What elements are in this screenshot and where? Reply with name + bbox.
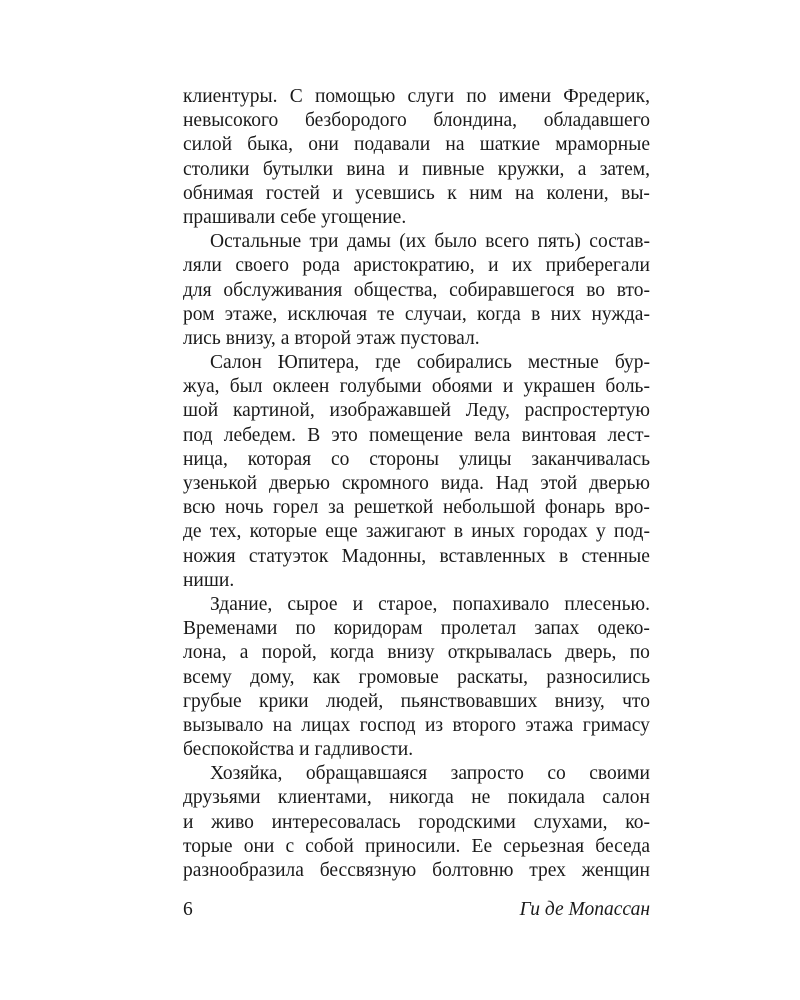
word: ляли [183,255,222,277]
word: городскими [418,811,516,833]
word: людей, [326,690,384,712]
word: Мадонны, [341,545,427,567]
word: невысокого [183,110,279,132]
word: разносились [546,666,650,688]
word: одеко- [597,618,650,640]
word: коридорам [333,618,423,640]
word: жуа, [183,376,220,398]
text-line [183,859,650,883]
word: блондина, [433,110,518,132]
word: у [595,521,606,543]
text-line [183,303,650,327]
word: Хозяйка, [210,763,283,785]
text-line [183,569,650,593]
word: с [285,835,295,857]
word: попахивало [452,593,550,615]
word: дверь, [565,642,617,664]
word: помощью [314,86,396,107]
word: вида. [440,473,484,494]
word: ночь [224,497,264,519]
word: женщин [581,860,650,881]
word: и [398,158,409,180]
word: со [547,763,566,785]
word: этой [540,473,578,494]
text-line [183,545,650,569]
text-line [183,351,650,375]
word: помещение [369,424,464,446]
word: приносили. [364,835,461,857]
word: обслуживания [223,279,343,301]
text-line [183,472,650,496]
word: дверью [269,473,330,494]
text-line [183,182,650,206]
word: В [307,424,321,446]
word: тех, [209,521,242,543]
word: и [299,739,310,761]
word: гостей [265,182,320,204]
text-line [183,835,650,859]
word: силой [183,134,233,156]
word: бессвязную [319,860,417,881]
word: что [622,690,650,712]
word: рода [302,255,340,277]
word: ром [183,303,215,325]
word: ко- [625,811,650,833]
word: которые [249,521,318,543]
word: имени [498,86,552,107]
word: пьянствовавших [400,690,538,712]
word: со [331,448,350,470]
word: Здание, [210,593,273,615]
word: лебедем. [223,424,296,446]
word: друзьями [183,787,261,809]
word: а [239,642,249,664]
word: всего [485,231,530,253]
word: обоями [431,376,493,398]
word: из [425,714,444,736]
word: бутылки [262,158,334,180]
word: по [629,642,650,664]
word: исключая [287,303,368,325]
word: прашивали [183,206,276,228]
word: те [377,303,395,325]
word: С [289,86,303,107]
word: пивные [422,158,485,180]
word: нужда- [591,303,650,325]
word: приберегали [545,255,650,277]
text-line [183,738,650,762]
word: фонарь [544,497,606,519]
word: узенькой [183,473,258,494]
word: их [511,255,533,277]
text-line [183,714,650,738]
word: запах [534,618,580,640]
word: под [183,424,213,446]
word: порой, [261,642,317,664]
word: бур- [614,352,650,374]
word: собиравшегося [449,279,575,301]
word: шаткие [479,134,540,156]
word: кружки, [497,158,565,180]
text-line [183,424,650,448]
word: украшен [523,376,596,398]
word: живо [211,811,254,833]
text-line [183,133,650,157]
word: Остальные [210,231,302,253]
text-line [183,109,650,133]
word: своего [235,255,289,277]
word: лест- [607,424,650,446]
word: этаже, [224,303,278,325]
word: случаи, [404,303,467,325]
word: серьезная [503,835,585,857]
word: еще [325,521,358,543]
word: и [502,376,514,398]
word: старое, [378,593,438,615]
word: всю [183,497,216,519]
word: столики [183,158,250,180]
word: сырое [287,593,338,615]
word: болтовню [432,860,514,881]
word: этаж [356,327,396,349]
word: угощение. [321,206,407,228]
text-line [183,666,650,690]
word: лись [183,327,221,349]
word: слуги [407,86,455,107]
word: господ [359,714,416,736]
word: в [453,521,464,543]
word: и [352,593,364,615]
text-line [183,254,650,278]
word: вто- [616,279,650,301]
word: ниши. [183,569,235,591]
word: когда [330,642,374,664]
word: пустовал. [400,327,480,349]
word: во [586,279,606,301]
word: винтовая [521,424,597,446]
word: гадливости. [314,739,414,761]
word: вина [346,158,386,180]
word: обращавшаяся [305,763,428,785]
word: для [183,279,212,301]
word: три [309,231,339,253]
word: колени, [546,182,609,204]
word: громовые [358,666,439,688]
text-line [183,230,650,254]
word: раскаты, [457,666,529,688]
word: трех [529,860,566,881]
word: по [466,86,487,107]
word: мраморные [555,134,650,156]
word: ним [469,182,503,204]
text-line [183,85,650,109]
text-line [183,762,650,786]
word: второго [452,714,517,736]
word: заканчивалась [531,448,650,470]
running-title: Ги де Мопассан [519,899,650,920]
word: вела [474,424,511,446]
word: запросто [450,763,524,785]
word: гримасу [582,714,650,736]
word: беседа [595,835,650,857]
word: салон [602,787,650,809]
text-line [183,593,650,617]
word: дамы [346,231,391,253]
word: зажигают [365,521,446,543]
word: (их [399,231,426,253]
word: когда [477,303,521,325]
text-line [183,811,650,835]
word: за [328,497,345,519]
word: картиной, [232,400,315,422]
page-footer [183,898,650,922]
word: Леду, [465,400,510,422]
word: обнимая [183,182,254,204]
word: по [295,618,316,640]
word: второй [294,327,352,349]
word: не [471,787,491,809]
word: которая [247,448,312,470]
word: Над [495,473,529,494]
word: интересовалась [271,811,401,833]
word: где [375,352,401,374]
word: скромного [341,473,429,494]
word: всему [183,666,232,688]
word: иных [471,521,515,543]
word: они [243,835,275,857]
word: состав- [589,231,650,253]
word: плесенью. [564,593,650,615]
word: затем, [599,158,650,180]
word: на [514,182,535,204]
word: вро- [614,497,650,519]
word: на [272,714,292,736]
word: усевшись [355,182,435,204]
word: ница, [183,448,228,470]
word: это [331,424,358,446]
word: лицах [301,714,351,736]
word: внизу [387,642,435,664]
word: подавали [354,134,431,156]
word: Временами [183,618,278,640]
text-line [183,279,650,303]
text-line [183,617,650,641]
word: а [577,158,587,180]
word: де [183,521,202,543]
word: городах [523,521,588,543]
word: беспокойства [183,739,295,761]
word: покидала [507,787,585,809]
body-text [183,85,650,883]
text-line [183,327,650,351]
word: вставленных [439,545,546,567]
word: лона, [183,642,227,664]
word: безбородого [304,110,407,132]
word: в [531,303,541,325]
word: внизу, [554,690,605,712]
word: обладавшего [543,110,650,132]
word: распростертую [524,400,650,422]
word: быка, [247,134,293,156]
word: к [447,182,457,204]
word: Юпитера, [277,352,360,374]
word: местные [527,352,599,374]
word: слухами, [533,811,608,833]
word: торые [183,835,233,857]
word: стороны [369,448,440,470]
text-line [183,496,650,520]
word: вы- [621,182,650,204]
word: под- [613,521,650,543]
word: ножия [183,545,236,567]
word: и [332,182,343,204]
text-line [183,158,650,182]
word: оклеен [272,376,330,398]
word: собой [305,835,354,857]
word: и [488,255,499,277]
text-line [183,399,650,423]
word: статуэток [248,545,329,567]
word: горел [273,497,319,519]
word: этажа [525,714,574,736]
word: небольшой [442,497,536,519]
word: внизу, [225,327,276,349]
word: себе [280,206,317,228]
word: Салон [210,352,262,374]
word: решеткой [354,497,434,519]
word: открывалась [447,642,552,664]
text-line [183,690,650,714]
word: Ее [471,835,493,857]
text-line [183,786,650,810]
word: и [183,811,194,833]
word: разнообразила [183,860,304,881]
text-line [183,375,650,399]
word: голубыми [339,376,422,398]
word: вызывало [183,714,264,736]
word: дверью [589,473,650,494]
text-line [183,641,650,665]
word: боль- [605,376,650,398]
word: как [312,666,341,688]
word: пять) [537,231,581,253]
word: грубые [183,690,242,712]
word: улицы [458,448,512,470]
word: стенные [581,545,650,567]
word: на [445,134,465,156]
word: собирались [416,352,512,374]
word: аристократию, [353,255,475,277]
word: а [280,327,290,349]
word: они [308,134,339,156]
page-number: 6 [183,899,193,920]
word: шой [183,400,219,422]
word: Фредерик, [563,86,650,107]
word: своими [589,763,650,785]
text-line [183,520,650,544]
word: дому, [250,666,295,688]
word: было [434,231,477,253]
word: общества, [353,279,438,301]
word: изображавшей [329,400,451,422]
word: клиентами, [277,787,372,809]
word: был [229,376,263,398]
text-line [183,448,650,472]
text-line [183,206,650,230]
word: клиентуры. [183,86,278,107]
word: крики [259,690,309,712]
word: них [550,303,582,325]
word: никогда [389,787,454,809]
word: в [558,545,569,567]
word: пролетал [440,618,517,640]
